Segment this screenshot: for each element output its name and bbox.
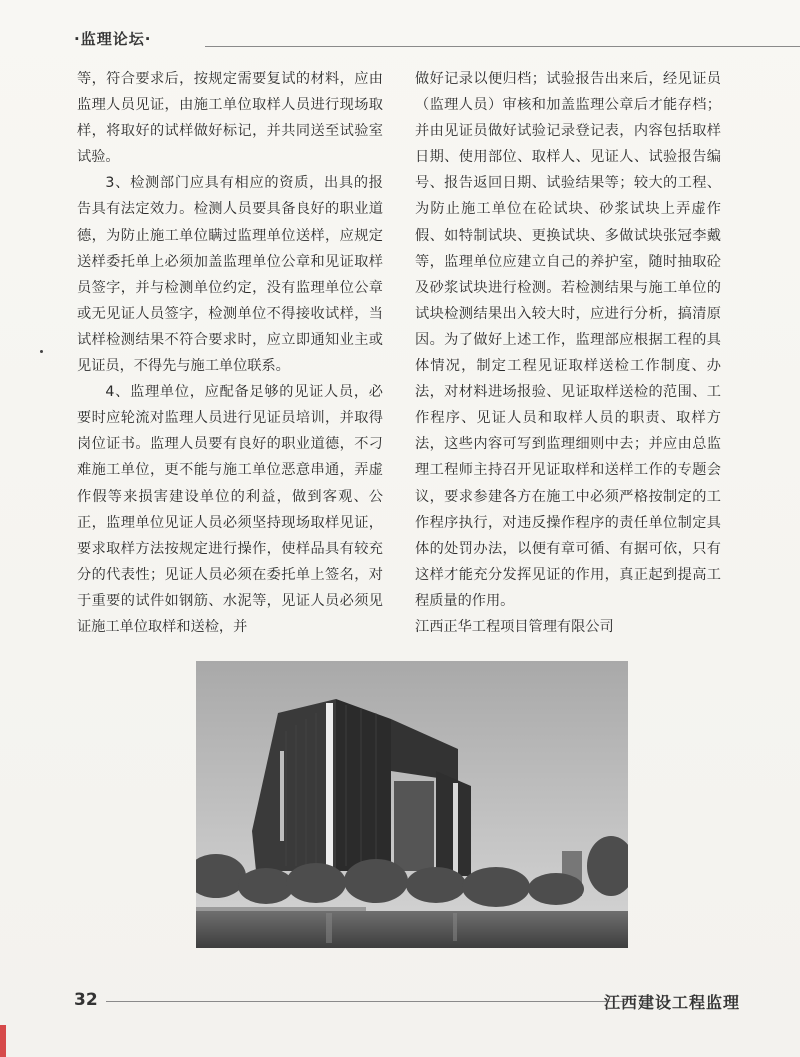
margin-dot <box>40 350 43 353</box>
page-number: 32 <box>74 990 98 1010</box>
building-photo <box>196 661 628 948</box>
left-column <box>77 66 383 640</box>
right-column <box>415 66 721 640</box>
building-photo-drawing <box>196 661 628 948</box>
company-signature: 江西正华工程项目管理有限公司 <box>415 618 614 635</box>
page-footer <box>60 990 740 1014</box>
header-rule <box>205 46 800 47</box>
journal-name: 江西建设工程监理 <box>603 993 740 1012</box>
left-paragraph-2: 3、检测部门应具有相应的资质，出具的报告具有法定效力。检测人员要具备良好的职业道德，为防止施工单位瞒过监理单位送样，应规定送样委托单上必须加盖监理单位公章和见证取样员签字，并与检测单位约定，没有监理单位公章或无见证人员签字，检测单位不得接收试样，当试样检测结果不符合要求时，应立即通知业主或见证员，不得先与施工单位联系。 <box>77 175 383 375</box>
page-header <box>60 28 740 50</box>
right-paragraph-1: 做好记录以便归档；试验报告出来后，经见证员（监理人员）审核和加盖监理公章后才能存档；并由见证员做好试验记录登记表，内容包括取样日期、使用部位、取样人、见证人、试验报告编号、报告返回日期、试验结果等；较大的工程、为防止施工单位在砼试块、砂浆试块上弄虚作假、如特制试块、更换试块、多做试块张冠李戴等，监理单位应建立自己的养护室，随时抽取砼及砂浆试块进行检测。若检测结果与施工单位的试块检测结果出入较大时，应进行分析，搞清原因。为了做好上述工作，监理部应根据工程的具体情况，制定工程见证取样送检工作制度、办法，对材料进场报验、见证取样送检的范围、工作程序、见证人员和取样人员的职责、取样方法，这些内容可写到监理细则中去；并应由总监理工程师主持召开见证取样和送样工作的专题会议，要求参建各方在施工中必须严格按制定的工作程序执行，对违反操作程序的责任单位制定具体的处罚办法，以便有章可循、有据可依，只有这样才能充分发挥见证的作用，真正起到提高工程质量的作用。 <box>415 71 721 609</box>
section-label: ·监理论坛· <box>74 30 152 48</box>
left-paragraph-3: 4、监理单位，应配备足够的见证人员，必要时应轮流对监理人员进行见证员培训，并取得岗位证书。监理人员要有良好的职业道德，不刁难施工单位，更不能与施工单位恶意串通，弄虚作假等来损害建设单位的利益，做到客观、公正，监理单位见证人员必须坚持现场取样见证，要求取样方法按规定进行操作，使样品具有较充分的代表性；见证人员必须在委托单上签名，对于重要的试件如钢筋、水泥等，见证人员必须见证施工单位取样和送检，并 <box>77 384 383 635</box>
left-paragraph-1: 等，符合要求后，按规定需要复试的材料，应由监理人员见证，由施工单位取样人员进行现场取样，将取好的试样做好标记，并共同送至试验室试验。 <box>77 71 383 166</box>
edge-mark <box>0 1025 6 1057</box>
footer-rule <box>106 1001 626 1002</box>
